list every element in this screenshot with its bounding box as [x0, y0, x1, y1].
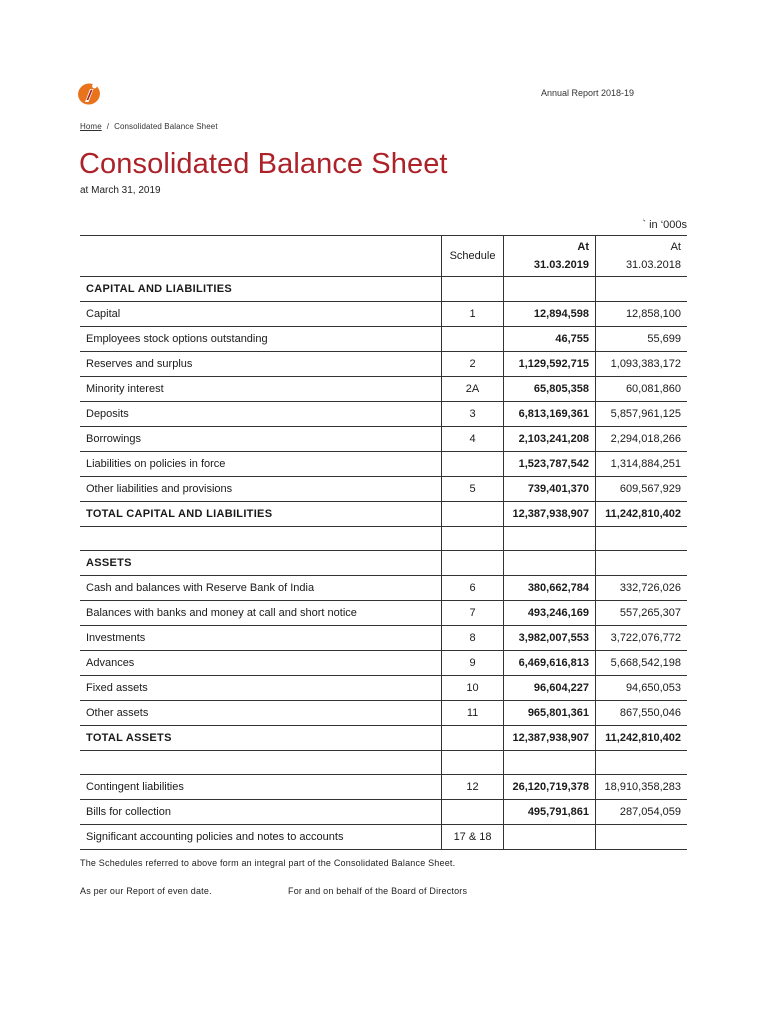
- row-current-value: 739,401,370: [504, 477, 596, 502]
- row-previous-value: 94,650,053: [595, 676, 687, 701]
- row-label: Minority interest: [80, 377, 442, 402]
- spacer-row: [80, 527, 687, 551]
- row-schedule: 3: [442, 402, 504, 427]
- row-label: CAPITAL AND LIABILITIES: [80, 277, 442, 302]
- table-row: [80, 626, 687, 651]
- row-previous-value: 55,699: [595, 327, 687, 352]
- row-previous-value: 12,858,100: [595, 302, 687, 327]
- row-previous-value: 5,857,961,125: [595, 402, 687, 427]
- row-current-value: 12,894,598: [504, 302, 596, 327]
- row-label: Borrowings: [80, 427, 442, 452]
- page-subtitle: at March 31, 2019: [80, 185, 161, 196]
- row-current-value: [504, 277, 596, 302]
- row-previous-value: 2,294,018,266: [595, 427, 687, 452]
- table-row: [80, 477, 687, 502]
- row-schedule: 1: [442, 302, 504, 327]
- table-row: [80, 377, 687, 402]
- row-label: Investments: [80, 626, 442, 651]
- header-previous-at: At: [670, 241, 681, 253]
- report-reference: As per our Report of even date.: [80, 886, 212, 896]
- table-row: [80, 676, 687, 701]
- row-previous-value: 11,242,810,402: [595, 502, 687, 527]
- schedules-note: The Schedules referred to above form an integral part of the Consolidated Balance Sheet.: [80, 858, 456, 868]
- row-label: Bills for collection: [80, 800, 442, 825]
- units-note: ` in ‘000s: [642, 219, 687, 231]
- row-current-value: [504, 527, 596, 551]
- row-label: Reserves and surplus: [80, 352, 442, 377]
- row-previous-value: 332,726,026: [595, 576, 687, 601]
- row-schedule: 9: [442, 651, 504, 676]
- row-current-value: 65,805,358: [504, 377, 596, 402]
- row-label: Deposits: [80, 402, 442, 427]
- row-previous-value: 5,668,542,198: [595, 651, 687, 676]
- row-previous-value: [595, 527, 687, 551]
- row-schedule: [442, 726, 504, 751]
- row-label: Advances: [80, 651, 442, 676]
- row-previous-value: 11,242,810,402: [595, 726, 687, 751]
- row-schedule: [442, 502, 504, 527]
- table-row: [80, 452, 687, 477]
- table-row: [80, 701, 687, 726]
- row-previous-value: 1,314,884,251: [595, 452, 687, 477]
- row-previous-value: [595, 277, 687, 302]
- row-schedule: [442, 800, 504, 825]
- row-schedule: 2: [442, 352, 504, 377]
- row-label: Capital: [80, 302, 442, 327]
- section-heading-row: [80, 277, 687, 302]
- row-label: Other liabilities and provisions: [80, 477, 442, 502]
- row-current-value: 12,387,938,907: [504, 726, 596, 751]
- row-current-value: 1,129,592,715: [504, 352, 596, 377]
- breadcrumb-separator: /: [106, 122, 110, 131]
- row-label: Significant accounting policies and notes to accounts: [80, 825, 442, 850]
- header-previous-year: [595, 236, 687, 277]
- row-current-value: 493,246,169: [504, 601, 596, 626]
- table-row: [80, 576, 687, 601]
- row-label: TOTAL ASSETS: [80, 726, 442, 751]
- header-label-cell: [80, 236, 442, 277]
- row-label: Other assets: [80, 701, 442, 726]
- header-current-at: At: [577, 241, 589, 253]
- row-current-value: [504, 551, 596, 576]
- row-current-value: 380,662,784: [504, 576, 596, 601]
- row-schedule: [442, 527, 504, 551]
- table-row: [80, 327, 687, 352]
- breadcrumb-home-link[interactable]: Home: [80, 122, 102, 131]
- spacer-row: [80, 751, 687, 775]
- row-current-value: 1,523,787,542: [504, 452, 596, 477]
- bank-logo-icon: [76, 80, 104, 106]
- row-current-value: 3,982,007,553: [504, 626, 596, 651]
- table-row: [80, 352, 687, 377]
- header-schedule: Schedule: [442, 236, 504, 277]
- balance-sheet-table: [80, 235, 687, 850]
- table-row: [80, 800, 687, 825]
- table-row: [80, 775, 687, 800]
- row-current-value: 495,791,861: [504, 800, 596, 825]
- annual-report-label: Annual Report 2018-19: [541, 88, 635, 98]
- row-current-value: 12,387,938,907: [504, 502, 596, 527]
- page-title: Consolidated Balance Sheet: [79, 148, 448, 180]
- row-current-value: 2,103,241,208: [504, 427, 596, 452]
- table-header-row: [80, 236, 687, 277]
- row-schedule: 11: [442, 701, 504, 726]
- row-label: Contingent liabilities: [80, 775, 442, 800]
- row-previous-value: 867,550,046: [595, 701, 687, 726]
- row-previous-value: [595, 751, 687, 775]
- row-current-value: 965,801,361: [504, 701, 596, 726]
- row-label: [80, 527, 442, 551]
- table-row: [80, 825, 687, 850]
- row-current-value: 6,469,616,813: [504, 651, 596, 676]
- row-label: [80, 751, 442, 775]
- table-row: [80, 427, 687, 452]
- row-schedule: [442, 277, 504, 302]
- row-schedule: [442, 751, 504, 775]
- row-current-value: [504, 751, 596, 775]
- row-previous-value: 287,054,059: [595, 800, 687, 825]
- row-current-value: [504, 825, 596, 850]
- row-previous-value: 3,722,076,772: [595, 626, 687, 651]
- row-schedule: 8: [442, 626, 504, 651]
- row-current-value: 46,755: [504, 327, 596, 352]
- header-current-year: [504, 236, 596, 277]
- section-heading-row: [80, 551, 687, 576]
- row-current-value: 6,813,169,361: [504, 402, 596, 427]
- row-label: ASSETS: [80, 551, 442, 576]
- row-label: TOTAL CAPITAL AND LIABILITIES: [80, 502, 442, 527]
- row-schedule: 6: [442, 576, 504, 601]
- row-label: Liabilities on policies in force: [80, 452, 442, 477]
- table-row: [80, 302, 687, 327]
- row-schedule: 10: [442, 676, 504, 701]
- table-row: [80, 402, 687, 427]
- row-current-value: 26,120,719,378: [504, 775, 596, 800]
- row-schedule: 7: [442, 601, 504, 626]
- row-schedule: [442, 452, 504, 477]
- board-signature-line: For and on behalf of the Board of Directors: [288, 886, 468, 896]
- row-previous-value: [595, 825, 687, 850]
- table-row: [80, 651, 687, 676]
- breadcrumb-current: Consolidated Balance Sheet: [114, 122, 218, 131]
- row-previous-value: 557,265,307: [595, 601, 687, 626]
- row-schedule: 5: [442, 477, 504, 502]
- row-schedule: 2A: [442, 377, 504, 402]
- row-schedule: 17 & 18: [442, 825, 504, 850]
- row-label: Employees stock options outstanding: [80, 327, 442, 352]
- row-schedule: 12: [442, 775, 504, 800]
- row-previous-value: 1,093,383,172: [595, 352, 687, 377]
- total-row: [80, 726, 687, 751]
- table-row: [80, 601, 687, 626]
- row-label: Cash and balances with Reserve Bank of India: [80, 576, 442, 601]
- row-previous-value: 60,081,860: [595, 377, 687, 402]
- row-previous-value: 609,567,929: [595, 477, 687, 502]
- row-previous-value: [595, 551, 687, 576]
- header-current-date: 31.03.2019: [533, 259, 589, 271]
- breadcrumb: [80, 122, 218, 131]
- total-row: [80, 502, 687, 527]
- row-schedule: [442, 551, 504, 576]
- row-current-value: 96,604,227: [504, 676, 596, 701]
- row-label: Balances with banks and money at call and short notice: [80, 601, 442, 626]
- header-previous-date: 31.03.2018: [625, 259, 681, 271]
- row-schedule: 4: [442, 427, 504, 452]
- row-previous-value: 18,910,358,283: [595, 775, 687, 800]
- row-schedule: [442, 327, 504, 352]
- row-label: Fixed assets: [80, 676, 442, 701]
